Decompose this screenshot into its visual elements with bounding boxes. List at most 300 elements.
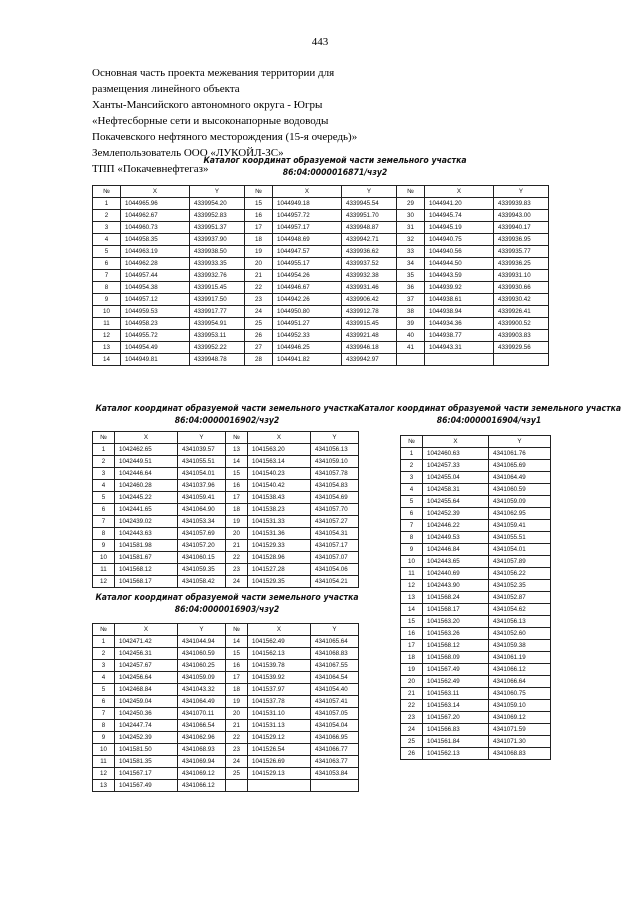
cell-x: 1042471.42 [115, 636, 178, 648]
cell-x: 1042439.02 [115, 516, 178, 528]
cell-y: 4341058.42 [178, 576, 226, 588]
table-row [93, 342, 549, 354]
cell-y: 4341069.94 [178, 756, 226, 768]
cell-x: 1044946.25 [273, 342, 342, 354]
cell-x: 1042449.51 [115, 456, 178, 468]
cell-x: 1044940.56 [425, 246, 494, 258]
cell-x: 1041568.17 [115, 576, 178, 588]
cell-x: 1044954.26 [273, 270, 342, 282]
table-row [93, 318, 549, 330]
cell-y: 4341062.95 [489, 508, 551, 520]
cell-n: 18 [245, 234, 273, 246]
cell-y: 4341039.57 [178, 444, 226, 456]
cell-x: 1044963.19 [121, 246, 190, 258]
cell-n: 7 [401, 520, 423, 532]
cell-n: 30 [397, 210, 425, 222]
cell-n: 14 [93, 354, 121, 366]
cell-y: 4341066.12 [489, 664, 551, 676]
cell-y: 4341055.51 [489, 532, 551, 544]
table-row [93, 246, 549, 258]
table-row [93, 492, 359, 504]
cell-n: 3 [93, 468, 115, 480]
cell-x: 1044962.67 [121, 210, 190, 222]
cell-x: 1044952.33 [273, 330, 342, 342]
table-row [401, 664, 551, 676]
cell-y: 4341063.77 [311, 756, 359, 768]
cell-y: 4339903.83 [494, 330, 549, 342]
cell-x: 1044958.35 [121, 234, 190, 246]
cell-x: 1041537.97 [248, 684, 311, 696]
table-row [93, 270, 549, 282]
cell-n [397, 354, 425, 366]
cell-x: 1041581.98 [115, 540, 178, 552]
table-row [93, 756, 359, 768]
table-row [93, 636, 359, 648]
column-header-y: Y [178, 432, 226, 444]
cell-y: 4341062.96 [178, 732, 226, 744]
cell-y [494, 354, 549, 366]
cell-n: 36 [397, 282, 425, 294]
column-header-x: X [248, 624, 311, 636]
cell-n: 24 [401, 724, 423, 736]
cell-x: 1041529.33 [248, 540, 311, 552]
table-row [93, 768, 359, 780]
cell-y [311, 780, 359, 792]
cell-x: 1044955.72 [121, 330, 190, 342]
cell-x: 1041529.12 [248, 732, 311, 744]
cell-x: 1041563.26 [423, 628, 489, 640]
cell-n: 38 [397, 306, 425, 318]
cell-x: 1041568.12 [423, 640, 489, 652]
catalog-title: Каталог координат образуемой части земельного участка [358, 404, 622, 414]
table-row [93, 258, 549, 270]
coord-table-2 [92, 431, 359, 588]
cell-y: 4341064.90 [178, 504, 226, 516]
table-row [401, 580, 551, 592]
cell-x: 1041567.49 [115, 780, 178, 792]
cell-x: 1044943.59 [425, 270, 494, 282]
table-row [93, 732, 359, 744]
cell-x: 1044958.23 [121, 318, 190, 330]
cell-n: 22 [401, 700, 423, 712]
column-header-x: X [248, 432, 311, 444]
cell-y: 4339900.52 [494, 318, 549, 330]
cell-x: 1042460.63 [423, 448, 489, 460]
table-row [93, 660, 359, 672]
cell-n: 2 [93, 210, 121, 222]
cell-x: 1041563.20 [423, 616, 489, 628]
table-row [93, 282, 549, 294]
table-row [93, 516, 359, 528]
coord-table-1 [92, 185, 549, 366]
cell-y: 4341067.55 [311, 660, 359, 672]
catalog-cadastral: 86:04:0000016902/чзу2 [174, 415, 280, 426]
cell-n: 34 [397, 258, 425, 270]
cell-n: 25 [245, 318, 273, 330]
cell-x: 1042440.69 [423, 568, 489, 580]
cell-y: 4339953.11 [190, 330, 245, 342]
cell-n: 11 [401, 568, 423, 580]
cell-x: 1041562.49 [423, 676, 489, 688]
cell-x: 1042446.22 [423, 520, 489, 532]
table-header-row [93, 186, 549, 198]
cell-y: 4341054.83 [311, 480, 359, 492]
cell-n: 1 [93, 198, 121, 210]
cell-y: 4339938.50 [190, 246, 245, 258]
cell-x: 1044957.17 [273, 222, 342, 234]
column-header-x: X [425, 186, 494, 198]
column-header-n: № [226, 624, 248, 636]
cell-x: 1041531.10 [248, 708, 311, 720]
cell-x: 1042449.53 [423, 532, 489, 544]
cell-x: 1042452.39 [423, 508, 489, 520]
table-row [401, 568, 551, 580]
cell-y: 4339932.76 [190, 270, 245, 282]
cell-n: 2 [401, 460, 423, 472]
cell-x [425, 354, 494, 366]
cell-x: 1041529.35 [248, 576, 311, 588]
cell-x: 1044946.67 [273, 282, 342, 294]
cell-y: 4341066.77 [311, 744, 359, 756]
column-header-x: X [423, 436, 489, 448]
cell-x: 1041567.17 [115, 768, 178, 780]
cell-y: 4341064.49 [178, 696, 226, 708]
cell-y: 4341061.76 [489, 448, 551, 460]
table-row [401, 544, 551, 556]
table-row [401, 448, 551, 460]
cell-y: 4339942.71 [342, 234, 397, 246]
cell-x: 1041539.92 [248, 672, 311, 684]
cell-n: 12 [93, 768, 115, 780]
table-row [93, 780, 359, 792]
cell-y: 4341059.09 [178, 672, 226, 684]
cell-n: 4 [401, 484, 423, 496]
cell-y: 4341070.11 [178, 708, 226, 720]
table-row [401, 700, 551, 712]
cell-x: 1042460.28 [115, 480, 178, 492]
cell-n: 26 [401, 748, 423, 760]
cell-y: 4339936.95 [494, 234, 549, 246]
cell-y: 4339943.00 [494, 210, 549, 222]
cell-n: 9 [93, 732, 115, 744]
cell-x: 1041539.78 [248, 660, 311, 672]
column-header-y: Y [494, 186, 549, 198]
cell-y: 4341055.51 [178, 456, 226, 468]
cell-y: 4341056.13 [489, 616, 551, 628]
cell-n: 21 [226, 540, 248, 552]
cell-y: 4339946.18 [342, 342, 397, 354]
cell-y: 4341052.87 [489, 592, 551, 604]
column-header-y: Y [190, 186, 245, 198]
cell-n: 6 [401, 508, 423, 520]
cell-y: 4339931.10 [494, 270, 549, 282]
cell-x: 1042456.64 [115, 672, 178, 684]
cell-x: 1044940.75 [425, 234, 494, 246]
cell-n: 33 [397, 246, 425, 258]
cell-y: 4341052.35 [489, 580, 551, 592]
cell-x: 1044934.36 [425, 318, 494, 330]
cell-n: 6 [93, 258, 121, 270]
cell-y: 4339921.48 [342, 330, 397, 342]
table-row [93, 744, 359, 756]
table-row [401, 616, 551, 628]
cell-y: 4341054.01 [178, 468, 226, 480]
cell-n: 20 [226, 528, 248, 540]
cell-y: 4339952.83 [190, 210, 245, 222]
cell-y: 4341059.41 [489, 520, 551, 532]
cell-x: 1042468.84 [115, 684, 178, 696]
cell-x: 1044938.77 [425, 330, 494, 342]
cell-x: 1041540.42 [248, 480, 311, 492]
cell-y: 4341056.22 [489, 568, 551, 580]
table-row [93, 528, 359, 540]
catalog-caption-1 [200, 156, 470, 179]
cell-y: 4341068.93 [178, 744, 226, 756]
cell-n: 5 [93, 684, 115, 696]
cell-x: 1041581.50 [115, 744, 178, 756]
cell-y: 4339906.42 [342, 294, 397, 306]
cell-x: 1041581.67 [115, 552, 178, 564]
table-row [93, 576, 359, 588]
cell-n: 9 [93, 294, 121, 306]
table-header-row [401, 436, 551, 448]
cell-y: 4339940.17 [494, 222, 549, 234]
table-row [401, 508, 551, 520]
page-number: 443 [311, 36, 329, 48]
column-header-x: X [115, 432, 178, 444]
table-row [93, 444, 359, 456]
table-row [93, 684, 359, 696]
cell-y: 4341060.25 [178, 660, 226, 672]
cell-y: 4339930.42 [494, 294, 549, 306]
cell-n: 3 [401, 472, 423, 484]
cell-x: 1041538.43 [248, 492, 311, 504]
cell-n: 41 [397, 342, 425, 354]
table-row [93, 564, 359, 576]
cell-y: 4341059.41 [178, 492, 226, 504]
cell-y: 4341054.40 [311, 684, 359, 696]
cell-x: 1042455.64 [423, 496, 489, 508]
cell-n: 10 [93, 552, 115, 564]
cell-n: 5 [93, 492, 115, 504]
column-header-x: X [121, 186, 190, 198]
cell-x: 1041568.17 [423, 604, 489, 616]
cell-n: 7 [93, 270, 121, 282]
cell-n: 21 [226, 720, 248, 732]
cell-y: 4341059.38 [489, 640, 551, 652]
cell-n: 3 [93, 660, 115, 672]
cell-x: 1044945.19 [425, 222, 494, 234]
cell-n: 10 [401, 556, 423, 568]
cell-x: 1042445.22 [115, 492, 178, 504]
cell-n: 24 [226, 756, 248, 768]
cell-y: 4341060.75 [489, 688, 551, 700]
cell-y: 4341071.30 [489, 736, 551, 748]
cell-n: 16 [226, 480, 248, 492]
cell-x: 1041563.14 [423, 700, 489, 712]
cell-y: 4341059.10 [489, 700, 551, 712]
cell-x: 1041531.36 [248, 528, 311, 540]
cell-y: 4339937.52 [342, 258, 397, 270]
table-row [93, 234, 549, 246]
cell-x: 1044947.57 [273, 246, 342, 258]
table-row [93, 354, 549, 366]
cell-x: 1041526.69 [248, 756, 311, 768]
catalog-cadastral: 86:04:0000016903/чзу2 [174, 604, 280, 615]
cell-y: 4341037.96 [178, 480, 226, 492]
cell-n: 32 [397, 234, 425, 246]
table-row [401, 592, 551, 604]
table-row [93, 294, 549, 306]
cell-y: 4341053.84 [311, 768, 359, 780]
cell-n: 4 [93, 672, 115, 684]
table-row [401, 484, 551, 496]
table-row [93, 210, 549, 222]
table-row [93, 330, 549, 342]
cell-y: 4339932.38 [342, 270, 397, 282]
cell-y: 4339954.91 [190, 318, 245, 330]
cell-x: 1042457.67 [115, 660, 178, 672]
cell-y: 4339945.54 [342, 198, 397, 210]
cell-n: 29 [397, 198, 425, 210]
cell-n: 13 [401, 592, 423, 604]
cell-x: 1041531.33 [248, 516, 311, 528]
cell-n: 2 [93, 648, 115, 660]
cell-n: 37 [397, 294, 425, 306]
cell-y: 4339939.83 [494, 198, 549, 210]
table-row [93, 720, 359, 732]
catalog-caption-3 [358, 404, 620, 427]
table-row [401, 604, 551, 616]
cell-n: 16 [401, 628, 423, 640]
cell-y: 4339929.56 [494, 342, 549, 354]
cell-n: 10 [93, 744, 115, 756]
cell-x: 1044949.81 [121, 354, 190, 366]
cell-y: 4341059.35 [178, 564, 226, 576]
cell-x: 1041567.49 [423, 664, 489, 676]
cell-y: 4341054.06 [311, 564, 359, 576]
cell-y: 4339936.62 [342, 246, 397, 258]
cell-x: 1044951.27 [273, 318, 342, 330]
cell-y: 4339926.41 [494, 306, 549, 318]
header-line: Землепользователь ООО «ЛУКОЙЛ-ЗС» [92, 147, 284, 159]
catalog-title: Каталог координат образуемой части земельного участка [203, 156, 467, 166]
cell-n: 11 [93, 318, 121, 330]
column-header-n: № [93, 624, 115, 636]
cell-x: 1044944.50 [425, 258, 494, 270]
cell-n: 12 [93, 576, 115, 588]
cell-n: 19 [245, 246, 273, 258]
cell-n: 8 [93, 282, 121, 294]
table-row [401, 532, 551, 544]
cell-y: 4339952.22 [190, 342, 245, 354]
table-header-row [93, 432, 359, 444]
cell-x: 1041561.84 [423, 736, 489, 748]
cell-n: 17 [245, 222, 273, 234]
cell-n: 8 [93, 720, 115, 732]
cell-n: 14 [226, 456, 248, 468]
cell-n: 13 [93, 342, 121, 354]
cell-y: 4339933.35 [190, 258, 245, 270]
cell-y: 4341061.19 [489, 652, 551, 664]
cell-x: 1042446.84 [423, 544, 489, 556]
cell-y: 4341071.59 [489, 724, 551, 736]
cell-n: 1 [93, 636, 115, 648]
cell-n: 20 [401, 676, 423, 688]
cell-n: 4 [93, 234, 121, 246]
cell-x: 1042456.31 [115, 648, 178, 660]
cell-x: 1044949.18 [273, 198, 342, 210]
cell-n: 11 [93, 756, 115, 768]
cell-x: 1041537.78 [248, 696, 311, 708]
cell-n: 6 [93, 504, 115, 516]
table-row [401, 556, 551, 568]
cell-y: 4339915.45 [190, 282, 245, 294]
cell-y: 4339942.97 [342, 354, 397, 366]
column-header-y: Y [489, 436, 551, 448]
cell-y: 4341044.94 [178, 636, 226, 648]
column-header-y: Y [311, 624, 359, 636]
table-row [93, 222, 549, 234]
column-header-x: X [273, 186, 342, 198]
table-row [93, 708, 359, 720]
catalog-cadastral: 86:04:0000016871/чзу2 [282, 167, 388, 178]
cell-y: 4341057.89 [489, 556, 551, 568]
cell-y: 4341054.01 [489, 544, 551, 556]
cell-n: 12 [401, 580, 423, 592]
table-row [93, 540, 359, 552]
cell-n: 15 [401, 616, 423, 628]
header-line: Ханты-Мансийского автономного округа - Югры [92, 99, 323, 111]
cell-n: 24 [245, 306, 273, 318]
cell-n: 13 [226, 444, 248, 456]
cell-y: 4339931.46 [342, 282, 397, 294]
column-header-y: Y [311, 432, 359, 444]
cell-x: 1041567.20 [423, 712, 489, 724]
cell-n: 8 [93, 528, 115, 540]
table-header-row [93, 624, 359, 636]
cell-x: 1042462.65 [115, 444, 178, 456]
cell-y: 4341053.34 [178, 516, 226, 528]
cell-x: 1044957.72 [273, 210, 342, 222]
cell-x: 1042458.31 [423, 484, 489, 496]
column-header-n: № [93, 432, 115, 444]
cell-y: 4341056.13 [311, 444, 359, 456]
cell-y: 4341057.69 [178, 528, 226, 540]
cell-x: 1042443.65 [423, 556, 489, 568]
cell-y: 4341064.54 [311, 672, 359, 684]
cell-n: 18 [401, 652, 423, 664]
table-row [401, 628, 551, 640]
cell-y: 4339936.25 [494, 258, 549, 270]
cell-x: 1041563.20 [248, 444, 311, 456]
table-row [93, 456, 359, 468]
column-header-n: № [397, 186, 425, 198]
cell-y: 4339948.78 [190, 354, 245, 366]
cell-n: 26 [245, 330, 273, 342]
cell-n: 2 [93, 456, 115, 468]
cell-y: 4341057.20 [178, 540, 226, 552]
catalog-title: Каталог координат образуемой части земельного участка [95, 404, 359, 414]
cell-x: 1042443.63 [115, 528, 178, 540]
table-row [93, 696, 359, 708]
cell-x: 1044957.12 [121, 294, 190, 306]
cell-x: 1042443.90 [423, 580, 489, 592]
catalog-cadastral: 86:04:0000016904/чзу1 [436, 415, 542, 426]
cell-y: 4341066.95 [311, 732, 359, 744]
cell-y: 4341054.62 [489, 604, 551, 616]
table-row [401, 640, 551, 652]
